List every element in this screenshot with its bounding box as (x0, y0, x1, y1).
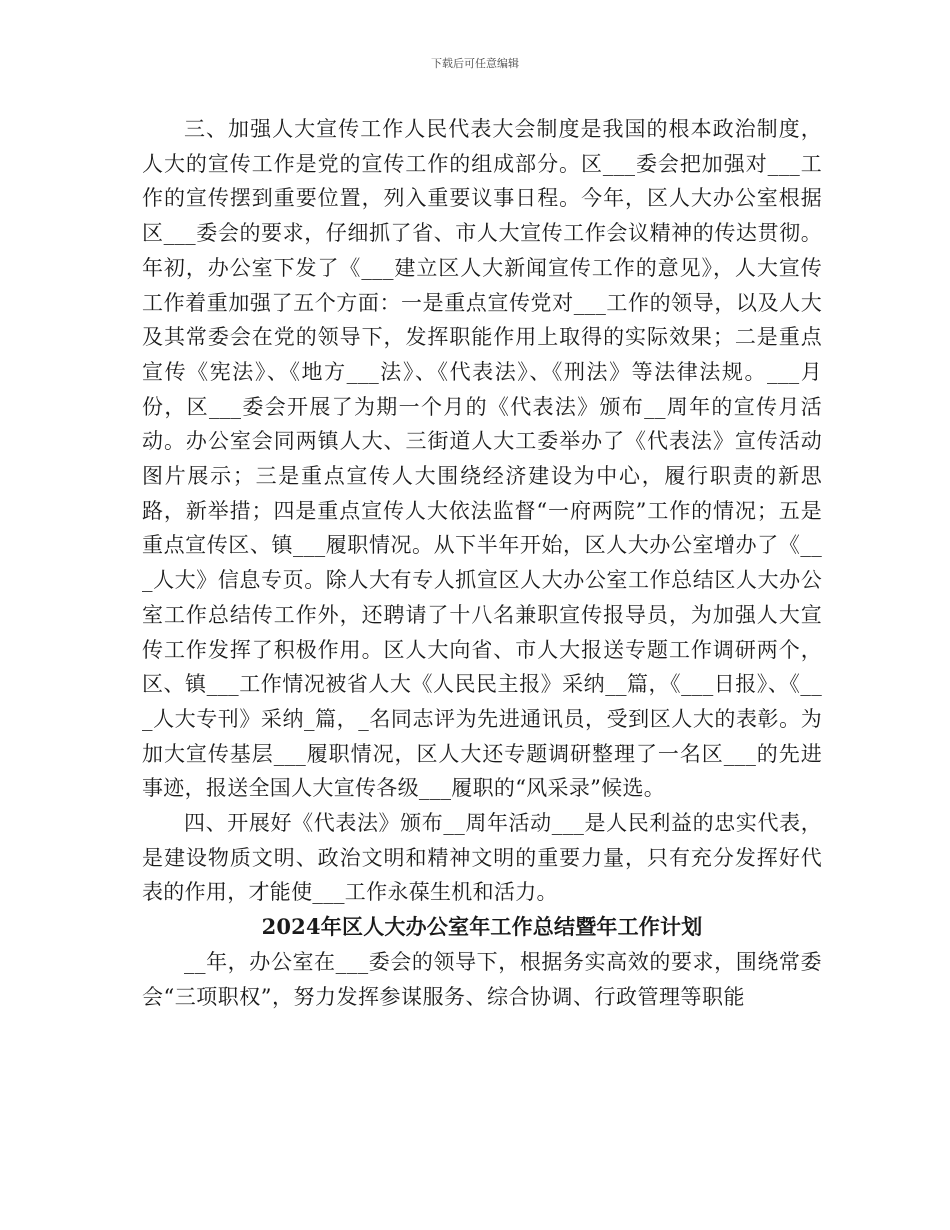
document-body (142, 112, 822, 1014)
paragraph-section-intro: __年，办公室在___委会的领导下，根据务实高效的要求，围绕常委会“三项职权”，努力发挥参谋服务、综合协调、行政管理等职能 (142, 949, 822, 1009)
page-header-note: 下载后可任意编辑 (431, 57, 519, 70)
paragraph-publicity-work: 三、加强人大宣传工作人民代表大会制度是我国的根本政治制度，人大的宣传工作是党的宣传工作的组成部分。区___委会把加强对___工作的宣传摆到重要位置，列入重要议事日程。今年，区人大办公室根据区___委会的要求，仔细抓了省、市人大宣传工作会议精神的传达贯彻。年初，办公室下发了《___建立区人大新闻宣传工作的意见》，人大宣传工作着重加强了五个方面：一是重点宣传党对___工作的领导，以及人大及其常委会在党的领导下，发挥职能作用上取得的实际效果；二是重点宣传《宪法》、《地方___法》、《代表法》、《刑法》等法律法规。___月份，区___委会开展了为期一个月的《代表法》颁布__周年的宣传月活动。办公室会同两镇人大、三街道人大工委举办了《代表法》宣传活动图片展示；三是重点宣传人大围绕经济建设为中心，履行职责的新思路，新举措；四是重点宣传人大依法监督“一府两院”工作的情况；五是重点宣传区、镇___履职情况。从下半年开始，区人大办公室增办了《___人大》信息专页。除人大有专人抓宣区人大办公室工作总结区人大办公室工作总结传工作外，还聘请了十八名兼职宣传报导员，为加强人大宣传工作发挥了积极作用。区人大向省、市人大报送专题工作调研两个，区、镇___工作情况被省人大《人民民主报》采纳__篇，《___日报》、《___人大专刊》采纳_篇，_名同志评为先进通讯员，受到区人大的表彰。为加大宣传基层___履职情况，区人大还专题调研整理了一名区___的先进事迹，报送全国人大宣传各级___履职的“风采录”候选。 (142, 117, 822, 801)
paragraph-representative-law: 四、开展好《代表法》颁布__周年活动___是人民利益的忠实代表，是建设物质文明、政治文明和精神文明的重要力量，只有充分发挥好代表的作用，才能使___工作永葆生机和活力。 (142, 811, 822, 905)
section-title: 2024年区人大办公室年工作总结暨年工作计划 (261, 914, 703, 940)
